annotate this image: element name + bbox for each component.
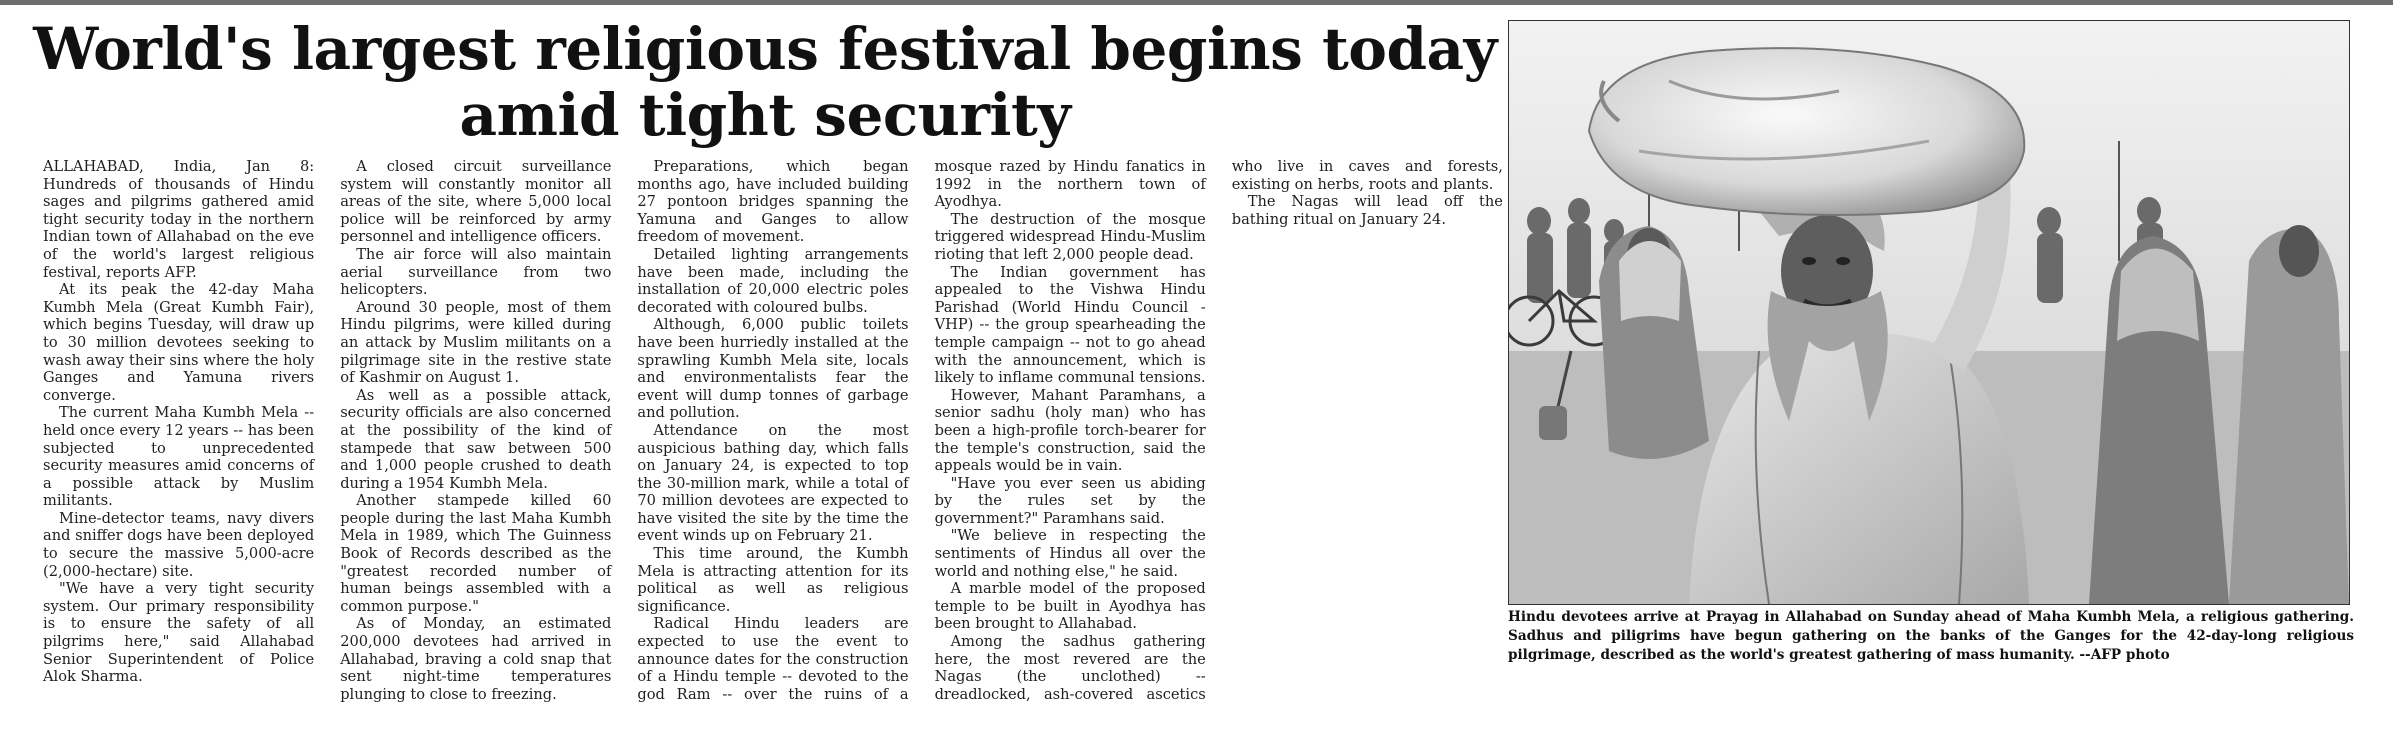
article-paragraph: The current Maha Kumbh Mela -- held once every 12 years -- has been subjected to unprecedented security measures amid concerns of a possible attack by Muslim militants. [43, 404, 315, 510]
article-paragraph: This time around, the Kumbh Mela is attracting attention for its political as well as religious significance. [637, 545, 909, 615]
article-paragraph: The air force will also maintain aerial surveillance from two helicopters. [340, 245, 612, 299]
headline [30, 16, 1500, 148]
article-paragraph: Around 30 people, most of them Hindu pilgrims, were killed during an attack by Muslim militants on a pilgrimage site in the restive state of Kashmir on August 1. [340, 298, 612, 387]
article-paragraph: Attendance on the most auspicious bathing day, which falls on January 24, is expected to top the 30-million mark, while a total of 70 million devotees are expected to have visited the site by the time the event winds up on February 21. [637, 421, 909, 545]
article-paragraph: A marble model of the proposed temple to be built in Ayodhya has been brought to Allahabad. [934, 580, 1206, 633]
article-paragraph: However, Mahant Paramhans, a senior sadhu (holy man) who has been a high-profile torch-bearer for the temple's construction, said the appeals would be in vain. [934, 386, 1206, 475]
article-paragraph: "Have you ever seen us abiding by the rules set by the government?" Paramhans said. [934, 474, 1206, 527]
article-paragraph: Preparations, which began months ago, have included building 27 pontoon bridges spanning the Yamuna and Ganges to allow freedom of movement. [637, 158, 909, 246]
article-paragraph: At its peak the 42-day Maha Kumbh Mela (Great Kumbh Fair), which begins Tuesday, will draw up to 30 million devotees seeking to wash away their sins where the holy Ganges and Yamuna rivers converge. [43, 281, 315, 404]
article-paragraph: The Indian government has appealed to the Vishwa Hindu Parishad (World Hindu Council - VHP) -- the group spearheading the temple campaign -- not to go ahead with the announcement, which is likely to inflame communal tensions. [934, 263, 1206, 387]
article-body [43, 158, 1503, 718]
article-paragraph: A closed circuit surveillance system will constantly monitor all areas of the site, where 5,000 local police will be reinforced by army personnel and intelligence officers. [340, 158, 612, 246]
article-paragraph: Radical Hindu leaders are expected to use the event to announce dates for the construction of a Hindu temple -- devoted to the god Ram -- over the ruins of a mosque razed by Hindu fanatics in 1992 in the northern town of Ayodhya. [637, 158, 1206, 703]
headline-line-2: amid tight security [459, 81, 1071, 149]
article-paragraph: The Nagas will lead off the bathing ritual on January 24. [1231, 193, 1503, 228]
article-paragraph: Among the sadhus gathering here, the most revered are the Nagas (the unclothed) -- dreadlocked, ash-covered ascetics who live in caves and forests, existing on herbs, roots and plants. [934, 158, 1503, 703]
article-paragraph: ALLAHABAD, India, Jan 8: Hundreds of thousands of Hindu sages and pilgrims gathered amid tight security today in the northern Indian town of Allahabad on the eve of the world's largest religious festival, reports AFP. [43, 158, 315, 281]
photo-illustration [1509, 21, 2349, 604]
article-paragraph: Detailed lighting arrangements have been made, including the installation of 20,000 electric poles decorated with coloured bulbs. [637, 245, 909, 316]
headline-line-1: World's largest religious festival begins today [33, 15, 1497, 83]
article-paragraph: Although, 6,000 public toilets have been hurriedly installed at the sprawling Kumbh Mela site, locals and environmentalists fear the event will dump tonnes of garbage and pollution. [637, 316, 909, 422]
photo-caption: Hindu devotees arrive at Prayag in Allahabad on Sunday ahead of Maha Kumbh Mela, a religious gathering. Sadhus and piligrims have begun gathering on the banks of the Ganges for the 42-day-long religious pilgrimage, described as the world's greatest gathering of mass humanity. --AFP photo [1508, 609, 2354, 663]
sack [1589, 48, 2024, 215]
article-paragraph: As well as a possible attack, security officials are also concerned at the possibility of the kind of stampede that saw between 500 and 1,000 people crushed to death during a 1954 Kumbh Mela. [340, 386, 612, 492]
article-paragraph: "We believe in respecting the sentiments of Hindus all over the world and nothing else," he said. [934, 527, 1206, 580]
article-paragraph: As of Monday, an estimated 200,000 devotees had arrived in Allahabad, braving a cold snap that sent night-time temperatures plunging to close to freezing. [340, 615, 612, 703]
article-paragraph: Mine-detector teams, navy divers and sniffer dogs have been deployed to secure the massive 5,000-acre (2,000-hectare) site. [43, 509, 315, 580]
article-paragraph: The destruction of the mosque triggered widespread Hindu-Muslim rioting that left 2,000 people dead. [934, 210, 1206, 263]
article-paragraph: Another stampede killed 60 people during the last Maha Kumbh Mela in 1989, which The Guinness Book of Records described as the "greatest recorded number of human beings assembled with a common purpose." [340, 492, 612, 615]
news-photo [1508, 20, 2350, 605]
top-rule [0, 0, 2393, 5]
article-paragraph: "We have a very tight security system. Our primary responsibility is to ensure the safety of all pilgrims here," said Allahabad Senior Superintendent of Police Alok Sharma. [43, 580, 315, 686]
